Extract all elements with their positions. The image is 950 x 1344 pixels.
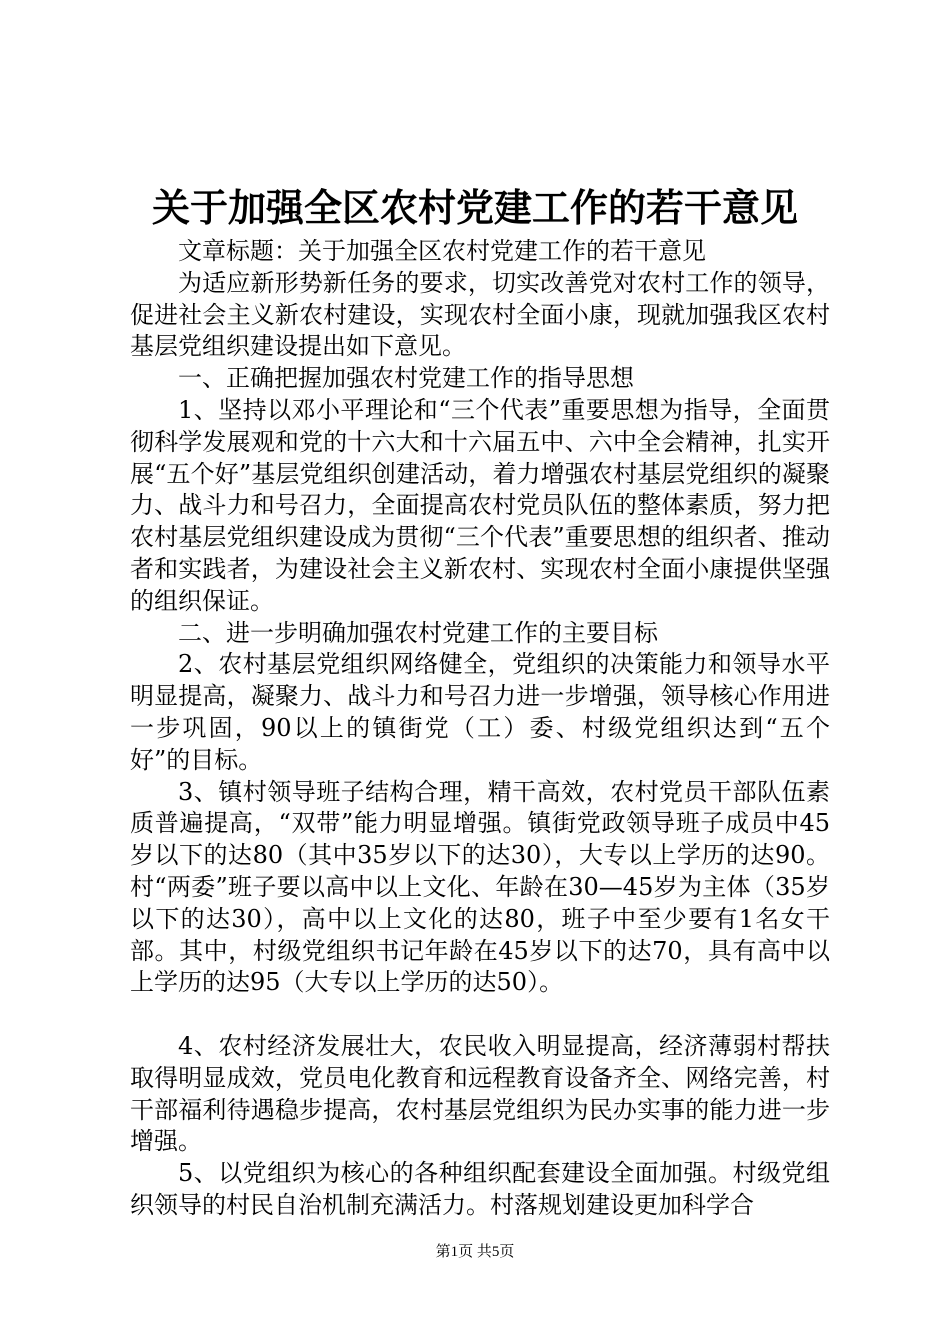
paragraph-intro: 为适应新形势新任务的要求，切实改善党对农村工作的领导，促进社会主义新农村建设，实现农村全面小康，现就加强我区农村基层党组织建设提出如下意见。	[130, 268, 830, 361]
paragraph-item-3: 3、镇村领导班子结构合理，精干高效，农村党员干部队伍素质普遍提高，“双带”能力明显增强。镇街党政领导班子成员中45岁以下的达80（其中35岁以下的达30），大专以上学历的达90。村“两委”班子要以高中以上文化、年龄在30—45岁为主体（35岁以下的达30），高中以上文化的达80，班子中至少要有1名女干部。其中，村级党组织书记年龄在45岁以下的达70，具有高中以上学历的达95（大专以上学历的达50）。	[130, 777, 830, 997]
paragraph-item-2: 2、农村基层党组织网络健全，党组织的决策能力和领导水平明显提高，凝聚力、战斗力和号召力进一步增强，领导核心作用进一步巩固，90以上的镇街党（工）委、村级党组织达到“五个好”的目标。	[130, 650, 830, 774]
document-title: 关于加强全区农村党建工作的若干意见	[151, 186, 798, 230]
document-body	[130, 236, 830, 1222]
paragraph-item-4: 4、农村经济发展壮大，农民收入明显提高，经济薄弱村帮扶取得明显成效，党员电化教育和远程教育设备齐全、网络完善，村干部福利待遇稳步提高，农村基层党组织为民办实事的能力进一步增强。	[130, 1031, 830, 1156]
section-heading-2: 二、进一步明确加强农村党建工作的主要目标	[178, 618, 658, 647]
paragraph-item-5: 5、以党组织为核心的各种组织配套建设全面加强。村级党组织领导的村民自治机制充满活力。村落规划建设更加科学合	[130, 1159, 830, 1219]
paragraph-article-title: 文章标题：关于加强全区农村党建工作的若干意见	[178, 237, 706, 265]
section-heading-1: 一、正确把握加强农村党建工作的指导思想	[178, 364, 634, 393]
page-number-footer: 第1页 共5页	[435, 1244, 515, 1260]
paragraph-item-1: 1、坚持以邓小平理论和“三个代表”重要思想为指导，全面贯彻科学发展观和党的十六大和十六届五中、六中全会精神，扎实开展“五个好”基层党组织创建活动，着力增强农村基层党组织的凝聚力、战斗力和号召力，全面提高农村党员队伍的整体素质，努力把农村基层党组织建设成为贯彻“三个代表”重要思想的组织者、推动者和实践者，为建设社会主义新农村、实现农村全面小康提供坚强的组织保证。	[130, 395, 830, 615]
